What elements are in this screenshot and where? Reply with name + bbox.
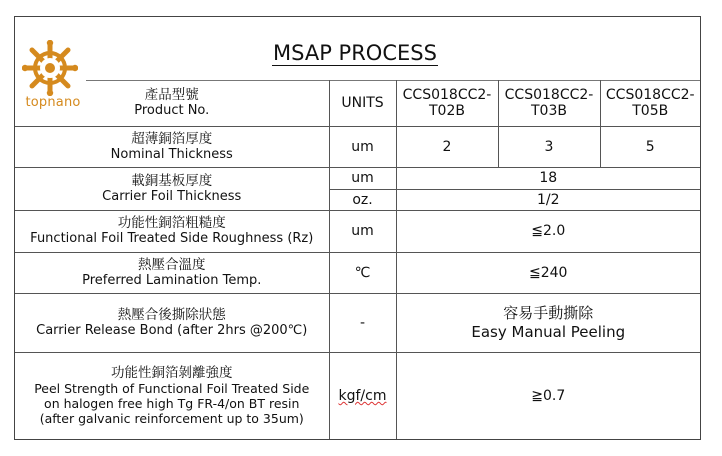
carrier-unit-um: um: [329, 167, 396, 189]
header-item-zh: 產品型號: [144, 86, 199, 103]
header-item-en: Product No.: [134, 102, 210, 118]
nominal-value-3: 5: [600, 126, 700, 167]
table-row-release: [15, 293, 700, 352]
peel-unit: [329, 352, 396, 439]
header-product-1: [396, 80, 498, 126]
release-label-en: Carrier Release Bond (after 2hrs @200℃): [36, 322, 308, 338]
release-value-zh: 容易手動撕除: [503, 303, 594, 322]
release-label-zh: 熱壓合後撕除狀態: [117, 306, 226, 323]
nominal-unit: um: [329, 126, 396, 167]
roughness-label-en: Functional Foil Treated Side Roughness (Rz): [30, 231, 314, 246]
lamination-label: [15, 252, 329, 293]
release-unit: -: [329, 293, 396, 352]
release-value: [396, 293, 700, 352]
peel-label-en-1: Peel Strength of Functional Foil Treated Side: [34, 381, 310, 397]
header-item: [15, 80, 329, 126]
roughness-label-zh: 功能性銅箔粗糙度: [117, 215, 226, 231]
roughness-value: ≦2.0: [396, 210, 700, 252]
peel-value: ≧0.7: [396, 352, 700, 439]
lamination-label-en: Preferred Lamination Temp.: [82, 272, 262, 288]
header-product-2: [498, 80, 600, 126]
table-row-carrier-um: [15, 167, 700, 189]
roughness-unit: um: [329, 210, 396, 252]
nominal-label-zh: 超薄銅箔厚度: [131, 130, 213, 147]
carrier-unit-oz: oz.: [329, 189, 396, 210]
lamination-value: ≦240: [396, 252, 700, 293]
header-product-2-line-1: CCS018CC2-: [504, 86, 594, 103]
header-product-1-line-2: T02B: [429, 102, 465, 119]
table-row-roughness: [15, 210, 700, 252]
carrier-value-oz: 1/2: [396, 189, 700, 210]
roughness-label: [15, 210, 329, 252]
nominal-label-en: Nominal Thickness: [110, 146, 233, 162]
lamination-unit: ℃: [329, 252, 396, 293]
header-product-2-line-2: T03B: [531, 102, 567, 119]
brand-name: topnano: [25, 95, 81, 110]
peel-label-zh: 功能性銅箔剝離強度: [111, 365, 233, 382]
peel-label-en-3: (after galvanic reinforcement up to 35um): [39, 411, 304, 427]
table-row-nominal: [15, 126, 700, 167]
table-row-peel: [15, 352, 700, 439]
header-product-3: [600, 80, 700, 126]
nominal-value-2: 3: [498, 126, 600, 167]
table-header-row: [15, 80, 700, 126]
nominal-label: [15, 126, 329, 167]
peel-label-en-2: on halogen free high Tg FR-4/on BT resin: [44, 396, 300, 412]
carrier-label-zh: 載銅基板厚度: [131, 172, 213, 189]
page-title: MSAP PROCESS: [273, 41, 437, 65]
carrier-value-um: 18: [396, 167, 700, 189]
peel-unit-text: kgf/cm: [338, 387, 387, 404]
table-row-lamination: [15, 252, 700, 293]
lamination-label-zh: 熱壓合溫度: [138, 256, 206, 273]
carrier-label: [15, 167, 329, 210]
carrier-label-en: Carrier Foil Thickness: [102, 188, 242, 204]
header-product-3-line-2: T05B: [632, 102, 669, 119]
nominal-value-1: 2: [396, 126, 498, 167]
spec-table: [15, 80, 700, 439]
header-product-1-line-1: CCS018CC2-: [402, 86, 492, 103]
release-value-en: Easy Manual Peeling: [471, 322, 626, 341]
peel-label: [15, 352, 329, 439]
release-label: [15, 293, 329, 352]
header-units: UNITS: [329, 80, 396, 126]
header-product-3-line-1: CCS018CC2-: [605, 86, 695, 103]
